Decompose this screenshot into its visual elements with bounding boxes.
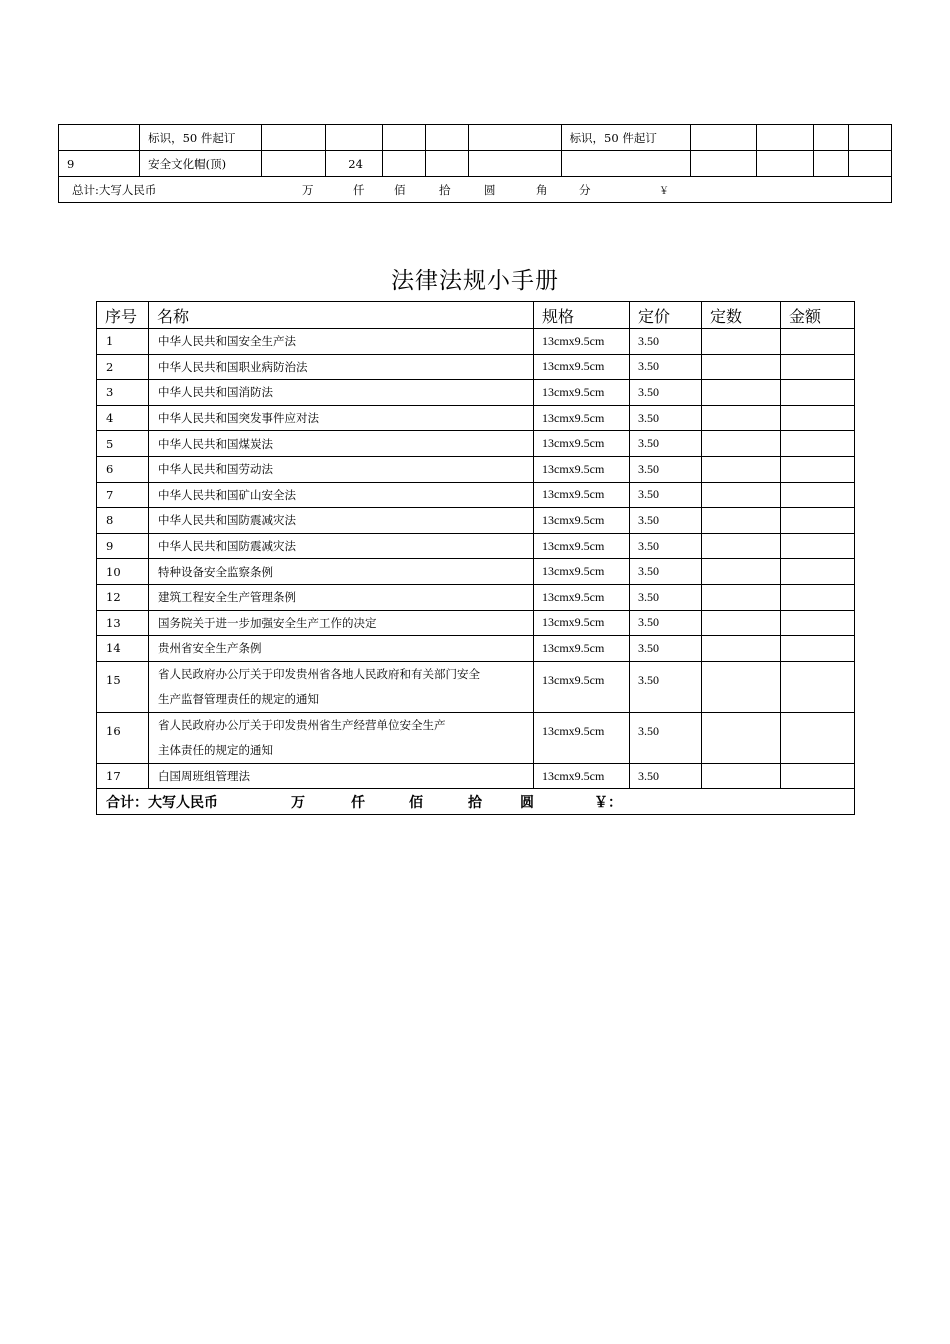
row-number: 6 [97, 456, 149, 482]
row-number: 13 [97, 610, 149, 636]
item-price: 3.50 [630, 456, 702, 482]
table-row [97, 329, 855, 355]
table-row [97, 508, 855, 534]
row-number: 7 [97, 482, 149, 508]
table-row [97, 431, 855, 457]
item-spec: 13cmx9.5cm [534, 610, 630, 636]
item-name-line-1: 省人民政府办公厅关于印发贵州省各地人民政府和有关部门安全 [158, 666, 480, 681]
item-price: 3.50 [630, 533, 702, 559]
item-price: 3.50 [630, 354, 702, 380]
item-name: 中华人民共和国矿山安全法 [149, 482, 534, 508]
item-label-cell: 标识，50 件起订 [140, 125, 262, 151]
qty-cell[interactable] [702, 431, 781, 457]
amount-cell [781, 763, 855, 789]
qty-cell[interactable] [702, 508, 781, 534]
header-no: 序号 [97, 302, 149, 329]
row-number: 4 [97, 405, 149, 431]
item-spec: 13cmx9.5cm [534, 405, 630, 431]
item-name [149, 661, 534, 712]
item-name-line-2: 生产监督管理责任的规定的通知 [158, 691, 319, 706]
item-spec: 13cmx9.5cm [534, 533, 630, 559]
item-name: 中华人民共和国消防法 [149, 380, 534, 406]
table-row [59, 151, 892, 177]
unit-qian: 仟 [353, 182, 365, 197]
row-number: 17 [97, 763, 149, 789]
table-row [59, 125, 892, 151]
amount-cell [781, 559, 855, 585]
unit-jiao: 角 [536, 182, 548, 197]
amount-cell [781, 610, 855, 636]
order-table-continued [58, 124, 892, 203]
qty-cell[interactable] [702, 661, 781, 712]
table-row [97, 584, 855, 610]
item-name: 安全文化帽(顶) [140, 151, 262, 177]
item-price: 3.50 [630, 712, 702, 763]
item-price: 3.50 [630, 610, 702, 636]
item-spec: 13cmx9.5cm [534, 661, 630, 712]
row-number: 16 [97, 712, 149, 763]
header-price: 定价 [630, 302, 702, 329]
item-name-line-1: 省人民政府办公厅关于印发贵州省生产经营单位安全生产 [158, 717, 446, 732]
amount-cell [781, 431, 855, 457]
header-qty: 定数 [702, 302, 781, 329]
row-number: 9 [97, 533, 149, 559]
amount-cell [781, 354, 855, 380]
amount-cell [781, 508, 855, 534]
unit-shi: 拾 [468, 794, 482, 811]
item-name: 中华人民共和国劳动法 [149, 456, 534, 482]
item-name: 贵州省安全生产条例 [149, 636, 534, 662]
page-title: 法律法规小手册 [391, 268, 559, 294]
item-spec: 13cmx9.5cm [534, 456, 630, 482]
amount-cell [781, 712, 855, 763]
total-label: 总计:大写人民币 [72, 182, 157, 197]
unit-yuan: 圆 [484, 182, 496, 197]
total-label: 合计：大写人民币 [106, 794, 218, 811]
item-name: 建筑工程安全生产管理条例 [149, 584, 534, 610]
qty-cell[interactable] [702, 482, 781, 508]
table-row [97, 354, 855, 380]
unit-wan: 万 [302, 182, 314, 197]
currency-symbol: ￥ [659, 185, 669, 197]
table-row [97, 636, 855, 662]
table-row [97, 380, 855, 406]
total-row [59, 177, 892, 203]
header-amount: 金额 [781, 302, 855, 329]
item-price: 3.50 [630, 508, 702, 534]
unit-bai: 佰 [409, 794, 423, 811]
row-number: 12 [97, 584, 149, 610]
amount-cell [781, 636, 855, 662]
item-name: 中华人民共和国防震减灾法 [149, 533, 534, 559]
amount-cell [781, 482, 855, 508]
amount-cell [781, 329, 855, 355]
amount-cell [781, 456, 855, 482]
item-name: 中华人民共和国煤炭法 [149, 431, 534, 457]
item-price: 3.50 [630, 380, 702, 406]
qty-cell[interactable] [702, 636, 781, 662]
handbook-price-table [96, 301, 855, 815]
item-quantity: 24 [326, 151, 383, 177]
item-label-cell: 标识，50 件起订 [561, 125, 690, 151]
item-spec: 13cmx9.5cm [534, 763, 630, 789]
item-name-line-2: 主体责任的规定的通知 [158, 742, 273, 757]
total-row [97, 789, 855, 815]
unit-bai: 佰 [394, 182, 406, 197]
header-name: 名称 [149, 302, 534, 329]
row-number: 15 [97, 661, 149, 712]
unit-fen: 分 [579, 182, 591, 197]
item-spec: 13cmx9.5cm [534, 712, 630, 763]
row-number: 3 [97, 380, 149, 406]
item-spec: 13cmx9.5cm [534, 508, 630, 534]
item-spec: 13cmx9.5cm [534, 482, 630, 508]
item-price: 3.50 [630, 405, 702, 431]
item-spec: 13cmx9.5cm [534, 559, 630, 585]
item-name: 中华人民共和国安全生产法 [149, 329, 534, 355]
item-spec: 13cmx9.5cm [534, 329, 630, 355]
item-price: 3.50 [630, 559, 702, 585]
row-number: 5 [97, 431, 149, 457]
qty-cell[interactable] [702, 533, 781, 559]
item-price: 3.50 [630, 661, 702, 712]
table-row [97, 610, 855, 636]
item-price: 3.50 [630, 584, 702, 610]
qty-cell[interactable] [702, 329, 781, 355]
item-name: 中华人民共和国防震减灾法 [149, 508, 534, 534]
qty-cell[interactable] [702, 763, 781, 789]
table-row [97, 533, 855, 559]
table-row [97, 712, 855, 763]
item-spec: 13cmx9.5cm [534, 380, 630, 406]
unit-qian: 仟 [351, 794, 365, 811]
item-spec: 13cmx9.5cm [534, 354, 630, 380]
item-price: 3.50 [630, 329, 702, 355]
qty-cell[interactable] [702, 405, 781, 431]
item-price: 3.50 [630, 482, 702, 508]
table-row [97, 405, 855, 431]
qty-cell[interactable] [702, 380, 781, 406]
qty-cell[interactable] [702, 610, 781, 636]
item-name: 中华人民共和国突发事件应对法 [149, 405, 534, 431]
total-cell [97, 789, 855, 815]
item-name: 白国周班组管理法 [149, 763, 534, 789]
item-spec: 13cmx9.5cm [534, 584, 630, 610]
table-row [97, 482, 855, 508]
item-name [149, 712, 534, 763]
row-number: 1 [97, 329, 149, 355]
row-number: 2 [97, 354, 149, 380]
item-spec: 13cmx9.5cm [534, 431, 630, 457]
amount-cell [781, 533, 855, 559]
table-header-row [97, 302, 855, 329]
unit-shi: 拾 [439, 182, 451, 197]
amount-cell [781, 405, 855, 431]
amount-cell [781, 661, 855, 712]
amount-cell [781, 584, 855, 610]
qty-cell[interactable] [702, 354, 781, 380]
header-spec: 规格 [534, 302, 630, 329]
qty-cell[interactable] [702, 456, 781, 482]
item-spec: 13cmx9.5cm [534, 636, 630, 662]
item-name: 特种设备安全监察条例 [149, 559, 534, 585]
row-number: 14 [97, 636, 149, 662]
row-number: 9 [59, 151, 140, 177]
table-row [97, 661, 855, 712]
table-row [97, 456, 855, 482]
qty-cell[interactable] [702, 584, 781, 610]
item-price: 3.50 [630, 431, 702, 457]
row-number: 10 [97, 559, 149, 585]
row-number: 8 [97, 508, 149, 534]
item-name: 国务院关于进一步加强安全生产工作的决定 [149, 610, 534, 636]
amount-cell [781, 380, 855, 406]
item-price: 3.50 [630, 763, 702, 789]
total-cell [59, 177, 892, 203]
item-price: 3.50 [630, 636, 702, 662]
qty-cell[interactable] [702, 559, 781, 585]
unit-wan: 万 [291, 794, 305, 811]
table-row [97, 559, 855, 585]
item-name: 中华人民共和国职业病防治法 [149, 354, 534, 380]
unit-yuan: 圆 [520, 794, 534, 811]
qty-cell[interactable] [702, 712, 781, 763]
table-row [97, 763, 855, 789]
currency-symbol: ￥： [594, 794, 622, 811]
